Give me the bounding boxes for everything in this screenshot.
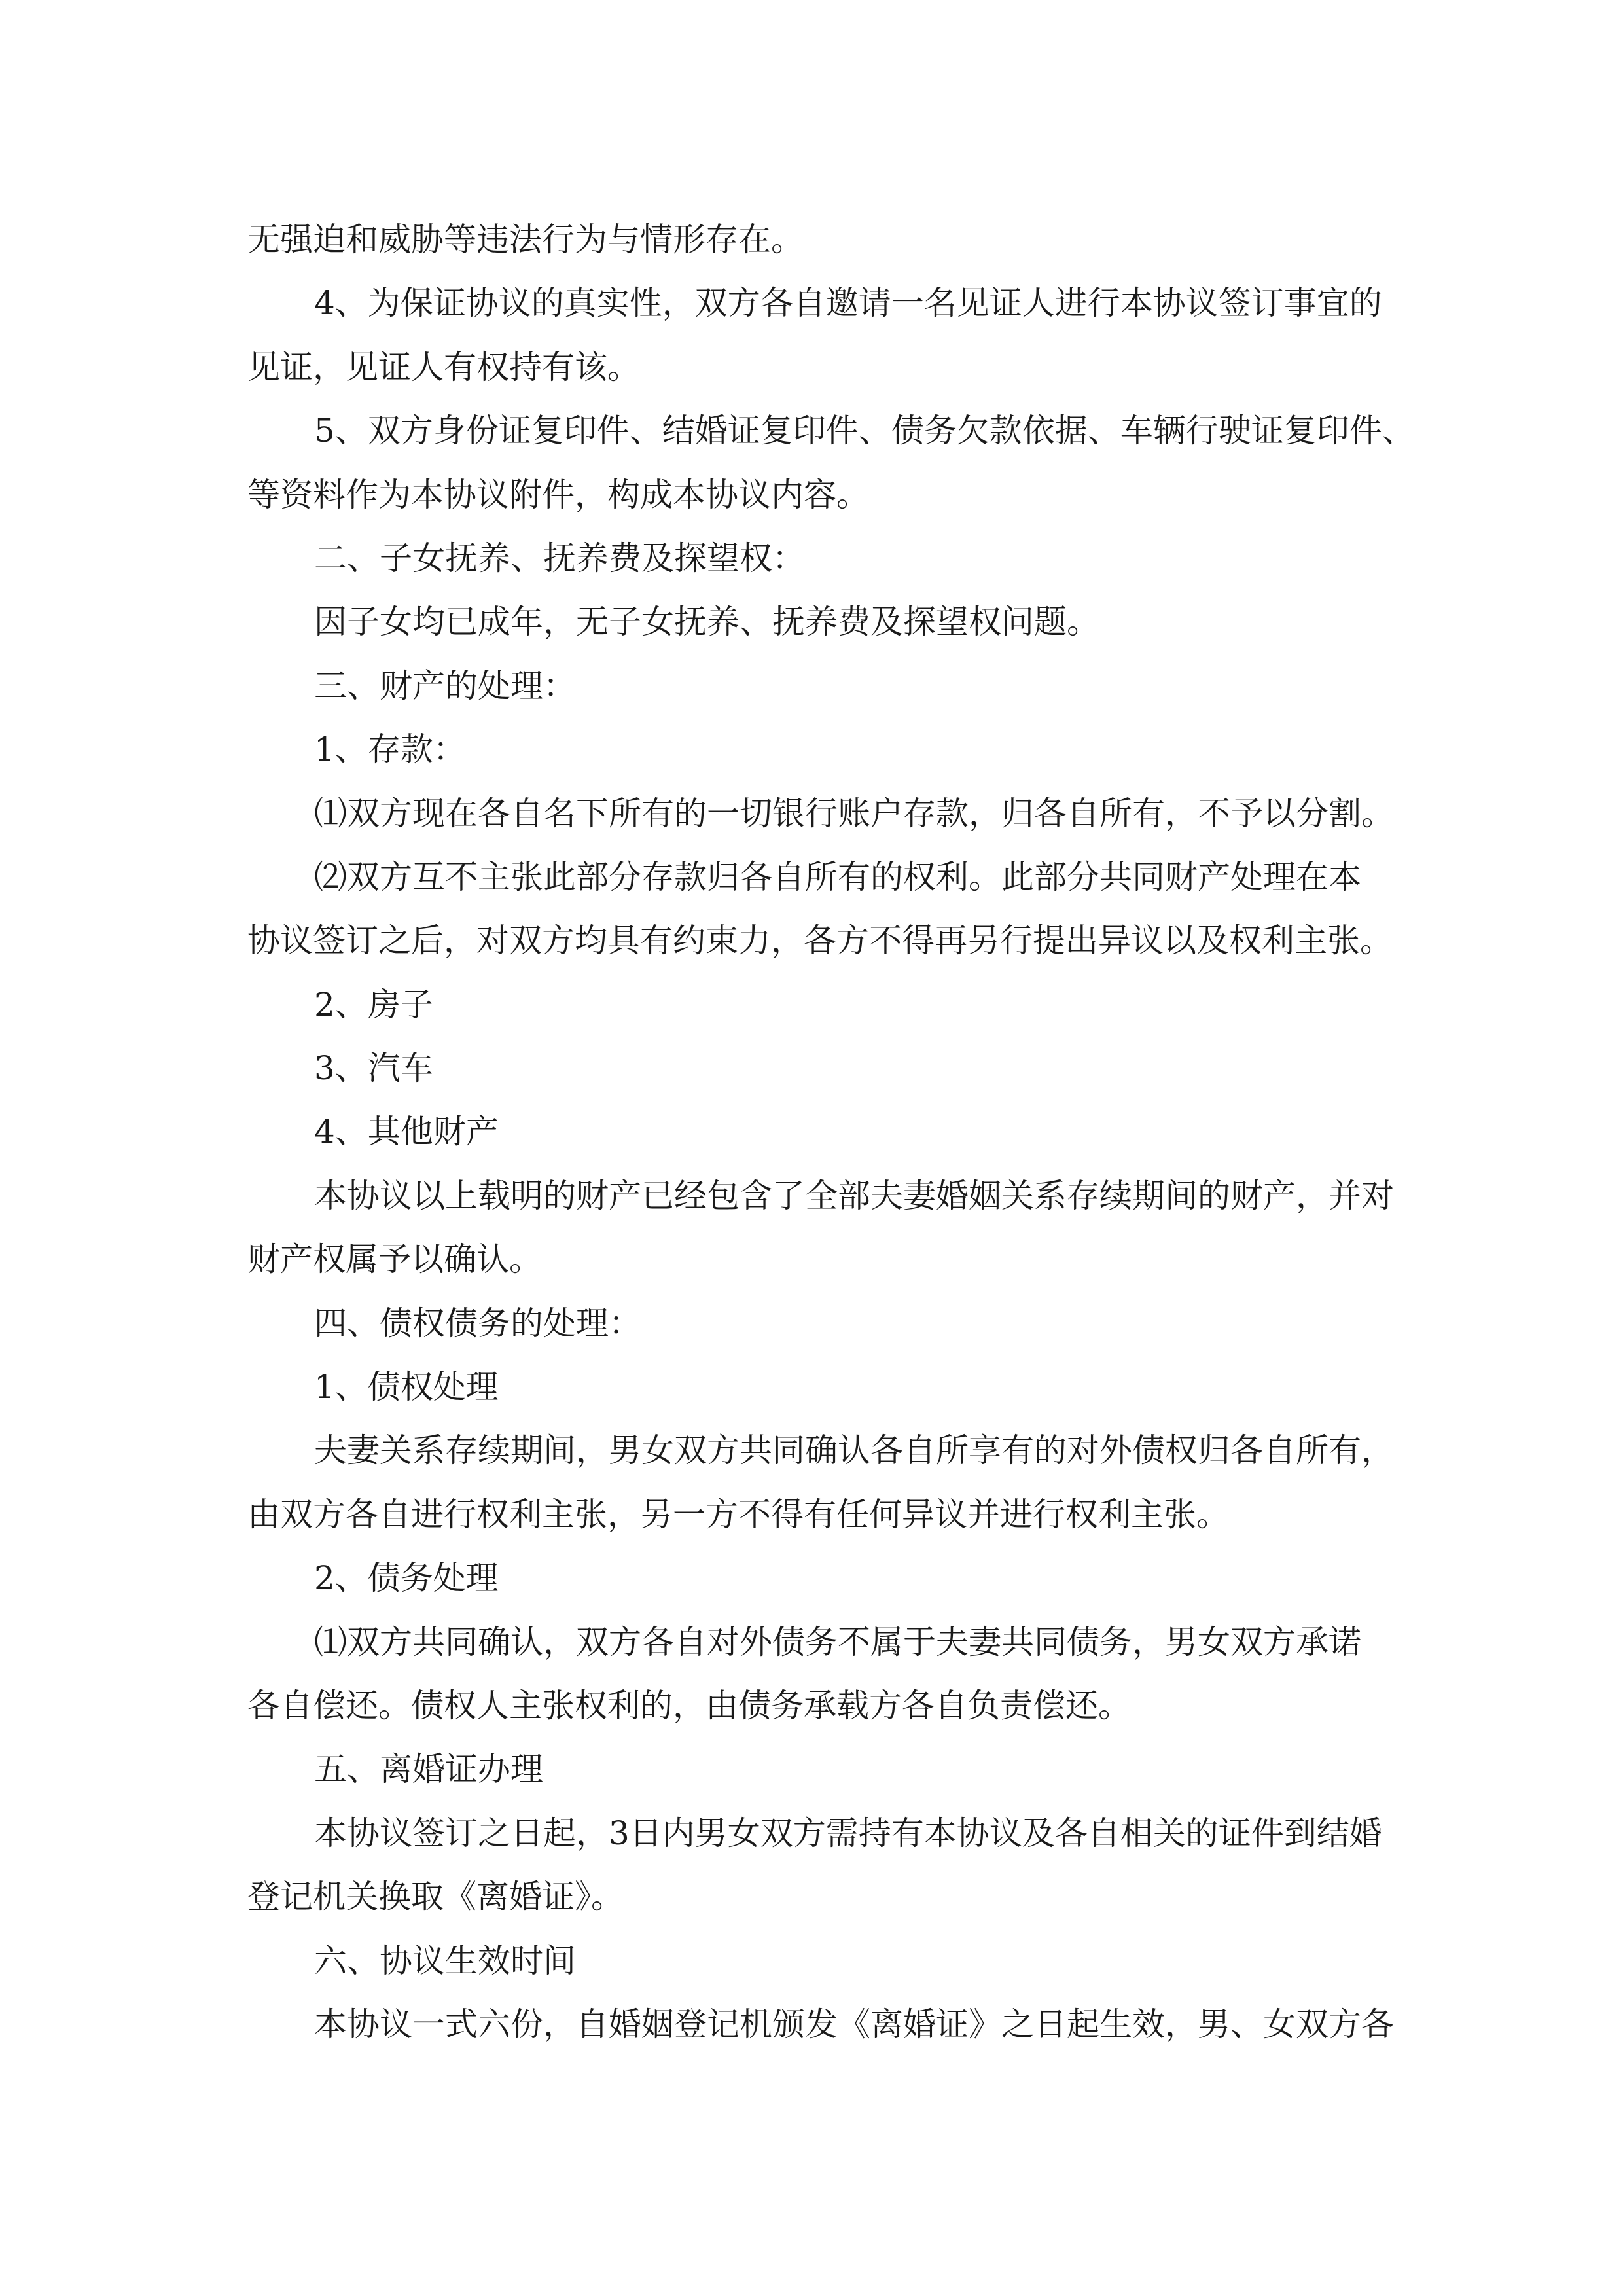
text-line: 财产权属予以确认。 [247,1240,542,1279]
subsection-heading: 3、汽车 [314,1049,433,1088]
text-line: 本协议以上载明的财产已经包含了全部夫妻婚姻关系存续期间的财产，并对 [314,1176,1394,1215]
section-heading: 五、离婚证办理 [314,1750,543,1789]
text-line: 夫妻关系存续期间，男女双方共同确认各自所享有的对外债权归各自所有， [314,1431,1394,1470]
text-line: 无强迫和威胁等违法行为与情形存在。 [247,221,804,259]
text-line: 由双方各自进行权利主张，另一方不得有任何异议并进行权利主张。 [247,1495,1229,1534]
text-line: 本协议一式六份，自婚姻登记机颁发《离婚证》之日起生效，男、女双方各 [314,2005,1394,2043]
text-line: 5、双方身份证复印件、结婚证复印件、债务欠款依据、车辆行驶证复印件、 [314,412,1415,450]
text-line: 登记机关换取《离婚证》。 [247,1878,624,1916]
subsection-heading: 1、存款： [314,730,466,769]
text-line: ⑴双方现在各自名下所有的一切银行账户存款，归各自所有，不予以分割。 [314,794,1394,833]
text-line: 本协议签订之日起，3日内男女双方需持有本协议及各自相关的证件到结婚 [314,1814,1382,1852]
section-heading: 二、子女抚养、抚养费及探望权： [314,539,805,577]
text-line: 协议签订之后，对双方均具有约束力，各方不得再另行提出异议以及权利主张。 [247,922,1393,960]
text-line: 4、为保证协议的真实性，双方各自邀请一名见证人进行本协议签订事宜的 [314,284,1382,323]
text-line: ⑴双方共同确认，双方各自对外债务不属于夫妻共同债务，男女双方承诺 [314,1623,1361,1661]
subsection-heading: 2、债务处理 [314,1559,499,1598]
section-heading: 六、协议生效时间 [314,1941,576,1980]
subsection-heading: 1、债权处理 [314,1368,499,1407]
text-line: 各自偿还。债权人主张权利的，由债务承载方各自负责偿还。 [247,1686,1131,1725]
text-line: 因子女均已成年，无子女抚养、抚养费及探望权问题。 [314,603,1099,641]
subsection-heading: 2、房子 [314,985,433,1024]
text-line: 见证，见证人有权持有该。 [247,348,640,386]
document-body [247,208,1415,2056]
section-heading: 三、财产的处理： [314,666,576,705]
subsection-heading: 4、其他财产 [314,1113,499,1151]
section-heading: 四、债权债务的处理： [314,1304,641,1342]
text-line: ⑵双方互不主张此部分存款归各自所有的权利。此部分共同财产处理在本 [314,857,1361,896]
text-line: 等资料作为本协议附件，构成本协议内容。 [247,475,869,514]
